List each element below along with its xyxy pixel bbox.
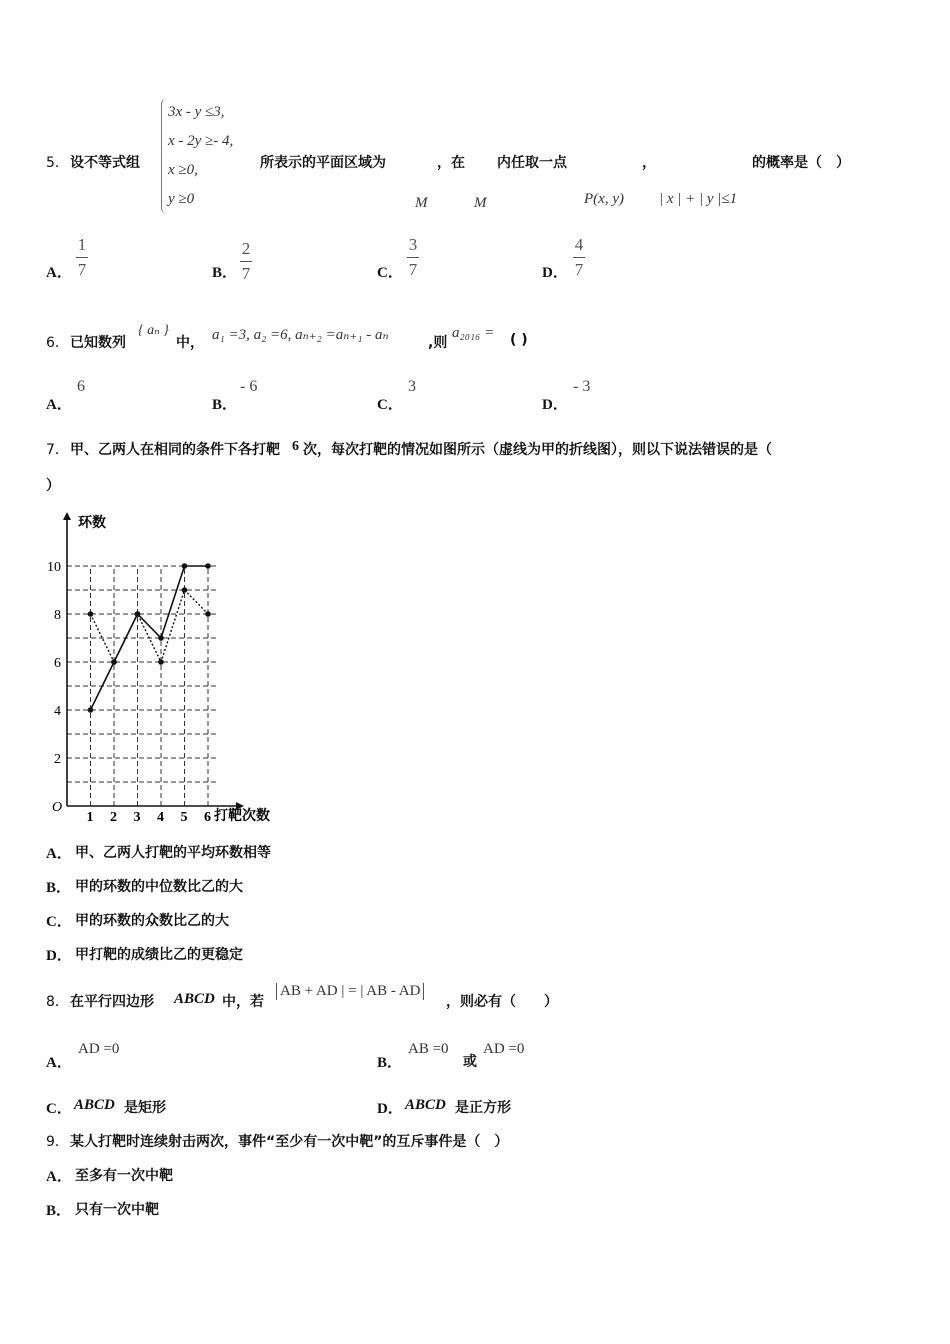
option-label: D． — [377, 1101, 403, 1117]
y-tick-label: 4 — [54, 704, 61, 719]
option-label: D． — [46, 948, 72, 964]
fraction: 2 7 — [241, 239, 251, 283]
option-label: C． — [377, 265, 403, 281]
option-or: 或 — [463, 1054, 477, 1070]
x-tick-label: 1 — [86, 810, 94, 825]
q7-text-a: 甲、乙两人在相同的条件下各打靶 — [70, 442, 280, 458]
q8-number: 8． — [46, 994, 69, 1010]
option-text: 是矩形 — [124, 1100, 166, 1116]
data-point-甲 — [182, 587, 188, 593]
y-tick-label: 2 — [54, 752, 61, 767]
option-text: 甲的环数的中位数比乙的大 — [75, 879, 243, 895]
x-tick-label: 3 — [133, 810, 141, 825]
y-axis-arrow — [63, 512, 71, 520]
option-text: 甲打靶的成绩比乙的更稳定 — [75, 947, 243, 963]
y-tick-label: 10 — [47, 560, 61, 575]
q5-text-a: 设不等式组 — [70, 155, 140, 171]
y-tick-label: 6 — [54, 656, 61, 671]
option-text: 只有一次中靶 — [75, 1202, 159, 1218]
option-value: 3 — [408, 378, 416, 395]
option-label: A． — [46, 265, 72, 281]
chart-grid — [67, 566, 217, 806]
q9-text: 某人打靶时连续射击两次，事件“至少有一次中靶”的互斥事件是（ ） — [70, 1134, 509, 1150]
option-label: D． — [542, 265, 568, 281]
q6-text-c: ,则 — [428, 335, 448, 351]
option-math: AB =0 — [408, 1041, 449, 1057]
option-abcd: ABCD — [74, 1097, 115, 1113]
q7-text-b: 次，每次打靶的情况如图所示（虚线为甲的折线图），则以下说法错误的是（ — [303, 442, 772, 458]
option-label: B． — [377, 1055, 403, 1071]
x-tick-label: 2 — [110, 810, 117, 825]
q6-text-a: 已知数列 — [70, 335, 126, 351]
option-label: A． — [46, 397, 72, 413]
data-point-乙 — [158, 635, 164, 641]
option-value: - 3 — [573, 378, 591, 395]
option-text: 至多有一次中靶 — [75, 1168, 173, 1184]
option-label: A． — [46, 1169, 72, 1185]
q6-text-b: 中， — [176, 335, 204, 351]
data-point-乙 — [182, 563, 188, 569]
q6-target: a₂₀₁₆ = — [452, 325, 495, 341]
option-label: C． — [377, 397, 403, 413]
q5-text-e: 的概率是（ ） — [752, 155, 850, 171]
q6-recurrence: a₁ =3, a₂ =6, aₙ₊₂ =aₙ₊₁ - aₙ — [212, 327, 389, 343]
option-label: B． — [212, 397, 238, 413]
option-text: 甲的环数的众数比乙的大 — [75, 913, 229, 929]
q5-condition: | x | + | y |≤1 — [659, 191, 738, 207]
option-label: C． — [46, 1101, 72, 1117]
option-abcd: ABCD — [405, 1097, 446, 1113]
option-label: B． — [46, 1203, 72, 1219]
x-tick-label: 5 — [180, 810, 188, 825]
option-label: A． — [46, 846, 72, 862]
q7-six: 6 — [292, 439, 299, 454]
q8-text-c: ，则必有（ ） — [446, 994, 558, 1010]
data-point-乙 — [205, 563, 211, 569]
q6-paren: ( ) — [510, 332, 528, 348]
option-value: - 6 — [240, 378, 258, 395]
q9-number: 9． — [46, 1134, 69, 1150]
option-label: A． — [46, 1055, 72, 1071]
option-text: 甲、乙两人打靶的平均环数相等 — [75, 845, 271, 861]
q8-text-a: 在平行四边形 — [70, 994, 154, 1010]
data-point-甲 — [88, 611, 94, 617]
x-axis-label: 打靶次数 — [214, 809, 270, 824]
q5-text-c: ，在 — [437, 155, 465, 171]
q5-region-m1: M — [415, 195, 428, 211]
option-text: 是正方形 — [455, 1100, 511, 1116]
option-label: C． — [46, 914, 72, 930]
q6-sequence: { aₙ } — [138, 323, 169, 338]
option-math-2: AD =0 — [483, 1041, 525, 1057]
option-label: B． — [46, 880, 72, 896]
option-label: B． — [212, 265, 238, 281]
x-tick-label: 6 — [204, 810, 211, 825]
data-point-甲 — [205, 611, 211, 617]
fraction: 1 7 — [77, 235, 87, 279]
q7-number: 7． — [46, 442, 69, 458]
y-tick-label: 8 — [54, 608, 61, 623]
q8-text-b: 中，若 — [222, 994, 264, 1010]
option-value: 6 — [77, 378, 85, 395]
q5-point-p: P(x, y) — [584, 191, 624, 207]
y-axis-label: 环数 — [78, 516, 106, 531]
q5-comma: ， — [642, 155, 656, 171]
q7-chart — [40, 508, 290, 830]
q5-text-b: 所表示的平面区域为 — [260, 155, 386, 171]
origin-label: O — [52, 800, 63, 815]
q6-number: 6． — [46, 335, 69, 351]
data-point-乙 — [135, 611, 141, 617]
q5-text-d: 内任取一点 — [497, 155, 567, 171]
option-label: D． — [542, 397, 568, 413]
fraction: 4 7 — [574, 235, 584, 279]
q5-inequality-system: 3x - y ≤3, x - 2y ≥- 4, x ≥0, y ≥0 — [161, 98, 233, 214]
data-point-甲 — [158, 659, 164, 665]
data-point-乙 — [111, 659, 117, 665]
option-math: AD =0 — [78, 1041, 120, 1057]
q8-condition: AB + AD | = | AB - AD — [276, 983, 424, 1000]
q5-region-m2: M — [474, 195, 487, 211]
x-tick-label: 4 — [157, 810, 164, 825]
fraction: 3 7 — [408, 235, 418, 279]
q5-number: 5． — [46, 155, 69, 171]
q7-text-c: ） — [46, 478, 60, 494]
data-point-乙 — [88, 707, 94, 713]
q8-abcd: ABCD — [174, 991, 215, 1007]
